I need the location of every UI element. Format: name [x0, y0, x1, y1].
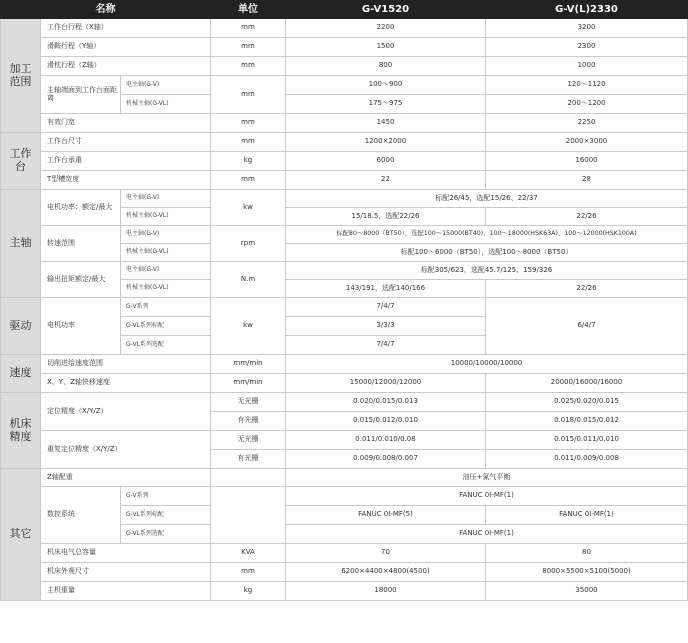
row-label: 电机功率：额定/最大: [41, 190, 121, 226]
section-drive: 驱动: [1, 298, 41, 355]
value-model-1: 6200×4400×4800(4500): [286, 563, 486, 582]
row-label: 电机功率: [41, 298, 121, 355]
row-label: 转速范围: [41, 226, 121, 262]
sub-label: 电主轴(G-V): [121, 262, 211, 280]
value-model-2: 6/4/7: [486, 298, 688, 355]
row-label: 工作台承重: [41, 152, 211, 171]
value-model-1: 1450: [286, 114, 486, 133]
row-label: 主机重量: [41, 582, 211, 601]
value-model-1: 22: [286, 171, 486, 190]
value-model-1: 1200×2000: [286, 133, 486, 152]
value-model-2: 3200: [486, 19, 688, 38]
value-model-1: 3/3/3: [286, 317, 486, 336]
table-row: [1, 298, 688, 317]
table-row: [1, 152, 688, 171]
value-model-1: 2200: [286, 19, 486, 38]
value-model-1: 100～900: [286, 76, 486, 95]
row-unit: kg: [211, 152, 286, 171]
value-model-2: 0.018/0.015/0.012: [486, 412, 688, 431]
value-model-1: 7/4/7: [286, 336, 486, 355]
header-model-2: G-V(L)2330: [486, 1, 688, 19]
table-row: [1, 563, 688, 582]
value-model-1: 0.020/0.015/0.013: [286, 393, 486, 412]
row-label: 工作台行程（X轴）: [41, 19, 211, 38]
value-model-1: 0.015/0.012/0.010: [286, 412, 486, 431]
row-unit: mm: [211, 38, 286, 57]
row-unit: kw: [211, 298, 286, 355]
row-unit: kw: [211, 190, 286, 226]
row-label: 滑鞍行程（Y轴）: [41, 38, 211, 57]
value-model-1: 7/4/7: [286, 298, 486, 317]
value-model-2: 8000×5500×5100(5000): [486, 563, 688, 582]
value-model-2: 35000: [486, 582, 688, 601]
header-model-1: G-V1520: [286, 1, 486, 19]
row-label: 机床电气总容量: [41, 544, 211, 563]
value-merged: FANUC 0I-MF(1): [286, 525, 688, 544]
value-model-1: 15000/12000/12000: [286, 374, 486, 393]
value-merged: 标配80～8000（BT50），选配100～15000(BT40)、100～18000(HSK63A)、100～12000(HSK100A): [286, 226, 688, 244]
value-model-2: 0.015/0.011/0.010: [486, 431, 688, 450]
value-model-2: 2250: [486, 114, 688, 133]
table-row: [1, 171, 688, 190]
value-model-2: 0.011/0.009/0.008: [486, 450, 688, 469]
value-model-1: FANUC 0I-MF(5): [286, 506, 486, 525]
row-label: 重复定位精度（X/Y/Z）: [41, 431, 211, 469]
row-label: Z轴配重: [41, 469, 211, 487]
row-unit: mm: [211, 114, 286, 133]
table-row: [1, 393, 688, 412]
value-model-1: 0.011/0.010/0.08: [286, 431, 486, 450]
row-label: 输出扭矩额定/最大: [41, 262, 121, 298]
value-model-1: 15/18.5，选配22/26: [286, 208, 486, 226]
sub-label: G-VL系列选配: [121, 525, 211, 544]
section-accuracy: 机床精度: [1, 393, 41, 469]
row-label: X、Y、Z轴快移速度: [41, 374, 211, 393]
table-row: [1, 544, 688, 563]
value-model-2: 2000×3000: [486, 133, 688, 152]
sub-label: 机械主轴(G-VL): [121, 208, 211, 226]
sub-label: G-VL系列标配: [121, 317, 211, 336]
table-row: [1, 355, 688, 374]
value-model-2: 22/26: [486, 280, 688, 298]
sub-label: 电主轴(G-V): [121, 190, 211, 208]
table-row: [1, 262, 688, 280]
sub-label: 机械主轴(G-VL): [121, 244, 211, 262]
row-unit: mm: [211, 171, 286, 190]
row-unit: kg: [211, 582, 286, 601]
row-unit: rpm: [211, 226, 286, 262]
row-unit: mm/min: [211, 355, 286, 374]
row-label: 滑枕行程（Z轴）: [41, 57, 211, 76]
sub-label: G-V系列: [121, 487, 211, 506]
table-row: [1, 133, 688, 152]
row-label: T型槽宽度: [41, 171, 211, 190]
header-name: 名称: [1, 1, 211, 19]
sub-label: G-V系列: [121, 298, 211, 317]
value-model-1: 70: [286, 544, 486, 563]
value-merged: 标配305/623，选配45.7/125、159/326: [286, 262, 688, 280]
value-model-2: 200～1200: [486, 95, 688, 114]
table-row: [1, 114, 688, 133]
row-label: 主轴端面到工作台面距离: [41, 76, 121, 114]
sub-label: 无光栅: [211, 393, 286, 412]
value-merged: FANUC 0I-MF(1): [286, 487, 688, 506]
row-label: 机床外观尺寸: [41, 563, 211, 582]
value-model-1: 143/191，选配140/166: [286, 280, 486, 298]
value-merged: 油压+氮气平衡: [286, 469, 688, 487]
sub-label: 机械主轴(G-VL): [121, 95, 211, 114]
value-model-2: 2300: [486, 38, 688, 57]
row-unit: KVA: [211, 544, 286, 563]
row-label: 数控系统: [41, 487, 121, 544]
value-merged: 标配26/45，选配15/26、22/37: [286, 190, 688, 208]
section-table: 工作台: [1, 133, 41, 190]
table-row: [1, 469, 688, 487]
value-model-2: 16000: [486, 152, 688, 171]
value-model-1: 800: [286, 57, 486, 76]
section-speed: 速度: [1, 355, 41, 393]
value-model-2: 20000/16000/16000: [486, 374, 688, 393]
table-row: [1, 226, 688, 244]
table-row: [1, 19, 688, 38]
table-row: [1, 487, 688, 506]
row-unit: [211, 469, 286, 487]
value-model-1: 0.009/0.008/0.007: [286, 450, 486, 469]
sub-label: 有光栅: [211, 450, 286, 469]
value-model-2: 22/26: [486, 208, 688, 226]
header-unit: 单位: [211, 1, 286, 19]
sub-label: 无光栅: [211, 431, 286, 450]
table-row: [1, 190, 688, 208]
value-model-1: 18000: [286, 582, 486, 601]
table-row: [1, 57, 688, 76]
section-processing: 加工范围: [1, 19, 41, 133]
value-model-2: FANUC 0I-MF(1): [486, 506, 688, 525]
row-unit: mm: [211, 133, 286, 152]
value-model-1: 175～975: [286, 95, 486, 114]
row-unit: N.m: [211, 262, 286, 298]
row-unit: mm: [211, 563, 286, 582]
row-label: 定位精度（X/Y/Z）: [41, 393, 211, 431]
value-model-1: 6000: [286, 152, 486, 171]
row-label: 切削进给速度范围: [41, 355, 211, 374]
sub-label: 电主轴(G-V): [121, 76, 211, 95]
value-model-1: 1500: [286, 38, 486, 57]
row-unit: mm/min: [211, 374, 286, 393]
row-unit: mm: [211, 57, 286, 76]
row-label: 有效门宽: [41, 114, 211, 133]
value-model-2: 1000: [486, 57, 688, 76]
sub-label: G-VL系列选配: [121, 336, 211, 355]
section-other: 其它: [1, 469, 41, 601]
sub-label: G-VL系列标配: [121, 506, 211, 525]
sub-label: 电主轴(G-V): [121, 226, 211, 244]
row-unit: mm: [211, 19, 286, 38]
value-model-2: 80: [486, 544, 688, 563]
value-model-2: 0.025/0.020/0.015: [486, 393, 688, 412]
row-label: 工作台尺寸: [41, 133, 211, 152]
sub-label: 有光栅: [211, 412, 286, 431]
table-row: [1, 76, 688, 95]
row-unit: mm: [211, 76, 286, 114]
header-row: [1, 1, 688, 19]
table-row: [1, 374, 688, 393]
table-row: [1, 38, 688, 57]
value-merged: 标配100～6000（BT50），选配100～8000（BT50）: [286, 244, 688, 262]
value-model-2: 120～1120: [486, 76, 688, 95]
value-model-2: 28: [486, 171, 688, 190]
section-spindle: 主轴: [1, 190, 41, 298]
value-merged: 10000/10000/10000: [286, 355, 688, 374]
table-row: [1, 431, 688, 450]
table-row: [1, 582, 688, 601]
sub-label: 机械主轴(G-VL): [121, 280, 211, 298]
row-unit: [211, 487, 286, 544]
